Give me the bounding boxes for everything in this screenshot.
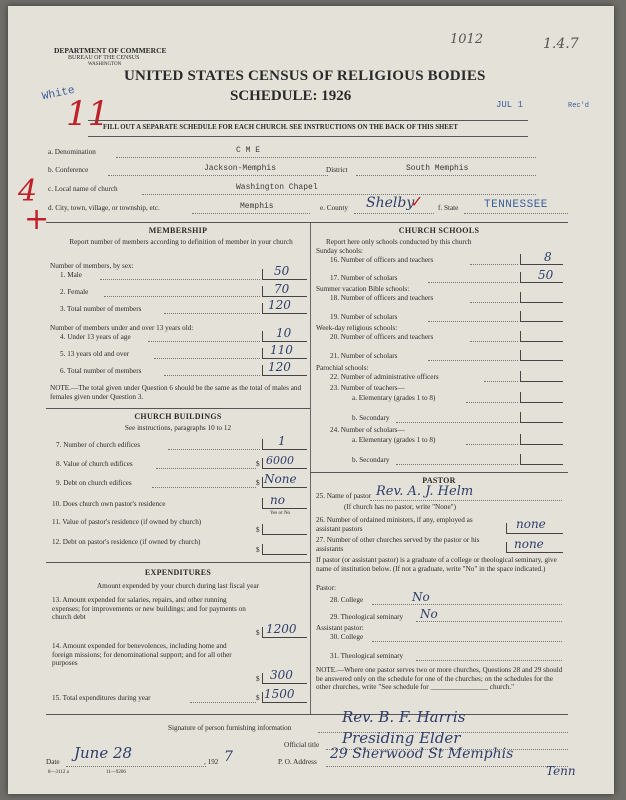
q11-label: 11. Value of pastor's residence (if owned by church) (52, 518, 202, 526)
schedule-title: SCHEDULE: 1926 (230, 88, 352, 104)
q24a-label: a. Elementary (grades 1 to 8) (352, 436, 436, 444)
q11-dollar: $ (256, 526, 260, 534)
page-code: 1.4.7 (543, 36, 579, 52)
pastor-sub-label: Pastor: (316, 584, 336, 592)
q25-value[interactable]: Rev. A. J. Helm (376, 484, 474, 499)
q6-label: 6. Total number of members (60, 367, 142, 375)
q2-value[interactable]: 70 (274, 282, 290, 296)
stamp-white: White (41, 84, 76, 104)
q22-label: 22. Number of administrative officers (330, 373, 439, 381)
q23a-label: a. Elementary (grades 1 to 8) (352, 394, 436, 402)
county-label: e. County (320, 204, 348, 212)
q24-label: 24. Number of scholars— (330, 426, 405, 434)
q31-label: 31. Theological seminary (330, 652, 404, 660)
red-side-number: 4 (18, 174, 38, 209)
q14-dollar: $ (256, 675, 260, 683)
census-form-sheet (8, 6, 614, 794)
q30-label: 30. College (330, 633, 364, 641)
college-intro: If pastor (or assistant pastor) is a graduate of a college or theological seminary, give name of institution below. (If not a graduate, write "No" in the space indicated.) (316, 556, 557, 573)
address-value-2[interactable]: Tenn (546, 764, 576, 778)
members-by-age-label: Number of members under and over 13 years old: (50, 324, 194, 332)
membership-note: NOTE.—The total given under Question 6 should be the same as the total of males and females given under Question 3. (50, 384, 302, 401)
q8-value[interactable]: 6000 (266, 454, 294, 467)
weekday-schools-label: Week-day religious schools: (316, 324, 398, 332)
pastor-note: NOTE.—Where one pastor serves two or more churches, Questions 28 and 29 should be answered only on the schedule for one of the churches; on the schedules for the other churches, write "See schedule for ________________ church." (316, 666, 563, 692)
q15-dollar: $ (256, 694, 260, 702)
red-check-county: ✓ (410, 192, 424, 211)
district-label: District (326, 166, 348, 174)
q28-label: 28. College (330, 596, 364, 604)
q25-label: 25. Name of pastor (316, 492, 372, 500)
city-town-label: d. City, town, village, or township, etc. (48, 204, 160, 212)
yes-no-hint: Yes or No (270, 511, 291, 516)
denomination-value[interactable]: C M E (236, 146, 261, 155)
q21-label: 21. Number of scholars (330, 352, 398, 360)
q28-value[interactable]: No (412, 590, 430, 604)
conference-label: b. Conference (48, 166, 89, 174)
year-value[interactable]: 7 (224, 749, 233, 765)
q14-value[interactable]: 300 (270, 668, 293, 682)
q26-label: 26. Number of ordained ministers, if any, employed as assistant pastors (316, 516, 473, 533)
buildings-intro: See instructions, paragraphs 10 to 12 (124, 424, 232, 432)
q24b-label: b. Secondary (352, 456, 390, 464)
schools-intro: Report here only schools conducted by this church (326, 238, 472, 246)
instruction-line: FILL OUT A SEPARATE SCHEDULE FOR EACH CHURCH. SEE INSTRUCTIONS ON THE BACK OF THIS SHEET (103, 124, 458, 131)
q29-label: 29. Theological seminary (330, 613, 404, 621)
q13-dollar: $ (256, 629, 260, 637)
pastor-heading: PASTOR (422, 476, 456, 485)
city-town-value[interactable]: Memphis (240, 202, 274, 211)
red-number: 11 (66, 94, 110, 134)
church-name-label: c. Local name of church (48, 185, 118, 193)
q4-value[interactable]: 10 (276, 326, 292, 340)
q25-note: (If church has no pastor, write "None") (344, 503, 456, 511)
q6-value[interactable]: 120 (268, 360, 291, 374)
q23b-label: b. Secondary (352, 414, 390, 422)
q15-value[interactable]: 1500 (264, 687, 295, 701)
stamp-received: Rec'd (568, 102, 590, 110)
assistant-pastor-label: Assistant pastor: (316, 624, 364, 632)
membership-heading: MEMBERSHIP (148, 226, 208, 235)
q5-value[interactable]: 110 (270, 343, 293, 357)
q8-label: 8. Value of church edifices (56, 460, 133, 468)
q12-dollar: $ (256, 546, 260, 554)
city-label: WASHINGTON (88, 62, 122, 67)
q7-label: 7. Number of church edifices (56, 441, 141, 449)
q20-label: 20. Number of officers and teachers (330, 333, 434, 341)
address-label: P. O. Address (278, 758, 317, 766)
schools-heading: CHURCH SCHOOLS (398, 226, 480, 235)
q7-value[interactable]: 1 (278, 434, 286, 448)
church-name-value[interactable]: Washington Chapel (236, 183, 318, 192)
q29-value[interactable]: No (420, 607, 438, 621)
q17-value[interactable]: 50 (538, 268, 554, 282)
print-code: 11—9206 (106, 770, 126, 775)
signature-value[interactable]: Rev. B. F. Harris (342, 708, 466, 726)
members-by-sex-label: Number of members, by sex: (50, 262, 134, 270)
bureau-label: BUREAU OF THE CENSUS (68, 55, 140, 61)
q12-label: 12. Debt on pastor's residence (if owned by church) (52, 538, 201, 546)
q10-value[interactable]: no (270, 493, 285, 507)
date-label: Date (46, 758, 60, 766)
q2-label: 2. Female (60, 288, 89, 296)
red-cross-mark: + (24, 202, 50, 237)
q23-label: 23. Number of teachers— (330, 384, 405, 392)
q18-label: 18. Number of officers and teachers (330, 294, 434, 302)
q16-value[interactable]: 8 (544, 250, 552, 264)
q9-value[interactable]: None (264, 472, 297, 486)
q9-label: 9. Debt on church edifices (56, 479, 132, 487)
buildings-heading: CHURCH BUILDINGS (134, 412, 222, 421)
q3-value[interactable]: 120 (268, 298, 291, 312)
q4-label: 4. Under 13 years of age (60, 333, 131, 341)
state-label: f. State (438, 204, 459, 212)
q26-value[interactable]: none (516, 517, 546, 531)
q10-label: 10. Does church own pastor's residence (52, 500, 166, 508)
address-value[interactable]: 29 Sherwood St Memphis (330, 746, 514, 762)
q13-value[interactable]: 1200 (266, 622, 297, 636)
sunday-schools-label: Sunday schools: (316, 247, 363, 255)
denomination-label: a. Denomination (48, 148, 96, 156)
q17-label: 17. Number of scholars (330, 274, 398, 282)
stamp-date: JUL 1 (496, 100, 524, 110)
date-value[interactable]: June 28 (74, 744, 133, 762)
form-title: UNITED STATES CENSUS OF RELIGIOUS BODIES (124, 68, 486, 84)
expenditures-heading: EXPENDITURES (144, 568, 212, 577)
q3-label: 3. Total number of members (60, 305, 142, 313)
q13-label: 13. Amount expended for salaries, repairs, and other running expenses; for improvements or new buildings; and for payments on church debt (52, 596, 246, 622)
q15-label: 15. Total expenditures during year (52, 694, 151, 702)
signature-label: Signature of person furnishing information (168, 724, 292, 732)
q1-label: 1. Male (60, 271, 82, 279)
form-code: 8—3112 a (48, 770, 69, 775)
official-title-label: Official title (284, 741, 320, 749)
conference-value[interactable]: Jackson-Memphis (204, 164, 277, 173)
q16-label: 16. Number of officers and teachers (330, 256, 434, 264)
department-label: DEPARTMENT OF COMMERCE (54, 46, 167, 55)
q9-dollar: $ (256, 479, 260, 487)
district-value[interactable]: South Memphis (406, 164, 469, 173)
q27-value[interactable]: none (514, 537, 544, 551)
expenditures-intro: Amount expended by your church during last fiscal year (96, 582, 260, 590)
serial-number: 1012 (450, 32, 484, 47)
summer-schools-label: Summer vacation Bible schools: (316, 285, 410, 293)
parochial-schools-label: Parochial schools: (316, 364, 369, 372)
year-prefix: , 192 (204, 758, 219, 766)
q1-value[interactable]: 50 (274, 264, 290, 278)
q14-label: 14. Amount expended for benevolences, including home and foreign missions; for denominational support; and for all other purposes (52, 642, 232, 668)
official-title-value[interactable]: Presiding Elder (342, 729, 461, 747)
membership-intro: Report number of members according to definition of member in your church (69, 238, 293, 246)
q5-label: 5. 13 years old and over (60, 350, 130, 358)
state-value[interactable]: TENNESSEE (484, 199, 548, 211)
q27-label: 27. Number of other churches served by the pastor or his assistants (316, 536, 480, 553)
county-value[interactable]: Shelby (366, 195, 415, 211)
q8-dollar: $ (256, 460, 260, 468)
q19-label: 19. Number of scholars (330, 313, 398, 321)
